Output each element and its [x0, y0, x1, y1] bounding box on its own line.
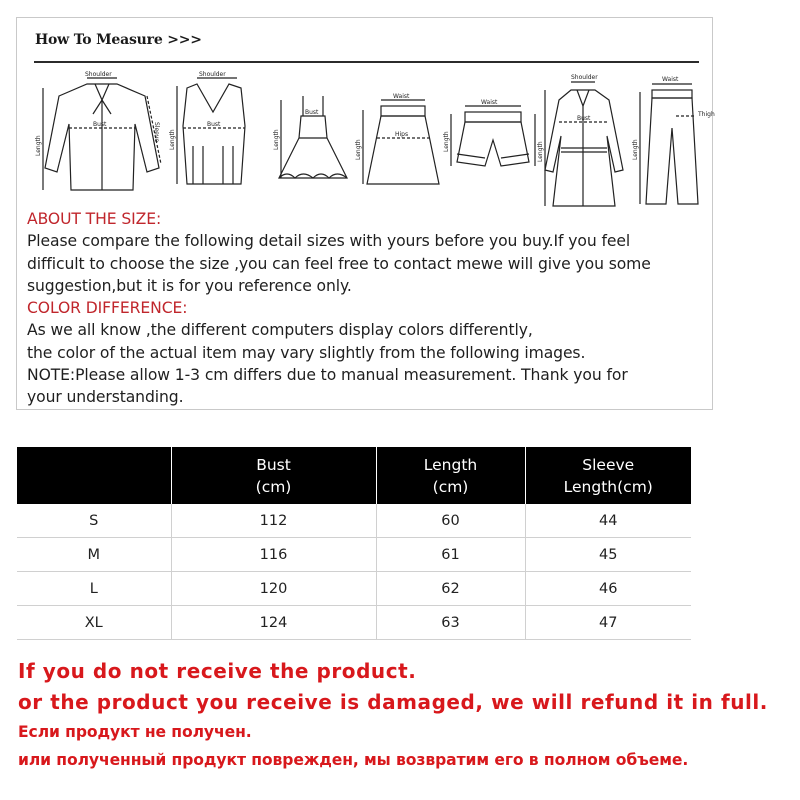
svg-text:Waist: Waist: [662, 76, 679, 83]
sleeve-cell: 47: [525, 606, 691, 640]
refund-notice-en-line2: or the product you receive is damaged, we will refund it in full.: [18, 690, 768, 714]
size-cell: S: [17, 504, 171, 538]
length-cell: 60: [376, 504, 525, 538]
length-cell: 63: [376, 606, 525, 640]
about-size-line: difficult to choose the size ,you can feel free to contact mewe will give you some: [27, 254, 651, 273]
header-size: [17, 447, 171, 504]
svg-text:Bust: Bust: [577, 115, 591, 122]
svg-text:Shoulder: Shoulder: [199, 71, 226, 78]
svg-text:Length: Length: [537, 141, 544, 162]
size-cell: L: [17, 572, 171, 606]
size-info-text: [27, 208, 707, 409]
coat-icon: [537, 66, 632, 216]
table-row: [17, 572, 691, 606]
svg-text:Thigh: Thigh: [698, 111, 715, 118]
length-cell: 62: [376, 572, 525, 606]
header-length: Length (cm): [376, 447, 525, 504]
svg-text:Shoulder: Shoulder: [85, 71, 112, 78]
color-difference-line: NOTE:Please allow 1-3 cm differs due to manual measurement. Thank you for: [27, 366, 628, 385]
svg-text:Length: Length: [443, 131, 450, 152]
svg-text:Length: Length: [35, 135, 42, 156]
size-cell: M: [17, 538, 171, 572]
table-row: [17, 538, 691, 572]
about-size-heading: ABOUT THE SIZE:: [27, 210, 162, 228]
size-cell: XL: [17, 606, 171, 640]
shorts-icon: [445, 66, 540, 201]
svg-text:Bust: Bust: [93, 121, 107, 128]
svg-text:Length: Length: [632, 139, 639, 160]
table-row: [17, 504, 691, 538]
header-sleeve-length: Sleeve Length(cm): [525, 447, 691, 504]
vest-top-icon: [167, 66, 267, 201]
size-chart-table: [17, 447, 691, 640]
bust-cell: 112: [171, 504, 376, 538]
refund-notice: [18, 656, 788, 774]
svg-text:Sleeve: Sleeve: [153, 122, 160, 143]
sleeve-cell: 46: [525, 572, 691, 606]
garment-diagrams: [37, 66, 717, 216]
measurement-info-panel: [16, 17, 713, 410]
color-difference-heading: COLOR DIFFERENCE:: [27, 299, 188, 318]
skirt-icon: [357, 66, 447, 201]
bust-cell: 116: [171, 538, 376, 572]
about-size-line: suggestion,but it is for you reference only.: [27, 276, 352, 295]
color-difference-line: your understanding.: [27, 388, 184, 407]
cami-dress-icon: [267, 66, 357, 201]
svg-text:Bust: Bust: [305, 109, 319, 116]
svg-text:Length: Length: [169, 129, 176, 150]
trousers-icon: [632, 66, 717, 216]
svg-text:Length: Length: [273, 129, 280, 150]
table-header-row: [17, 447, 691, 504]
sleeve-cell: 45: [525, 538, 691, 572]
bust-cell: 120: [171, 572, 376, 606]
color-difference-line: As we all know ,the different computers display colors differently,: [27, 321, 533, 340]
shirt-icon: [37, 66, 167, 201]
about-size-line: Please compare the following detail sizes with yours before you buy.If you feel: [27, 232, 631, 251]
header-bust: Bust (cm): [171, 447, 376, 504]
color-difference-line: the color of the actual item may vary slightly from the following images.: [27, 343, 586, 362]
svg-text:Length: Length: [355, 139, 362, 160]
svg-text:Hips: Hips: [395, 131, 409, 138]
svg-text:Waist: Waist: [481, 99, 498, 106]
svg-text:Waist: Waist: [393, 93, 410, 100]
svg-text:Bust: Bust: [207, 121, 221, 128]
refund-notice-ru-line2: или полученный продукт поврежден, мы возвратим его в полном объеме.: [18, 751, 689, 769]
refund-notice-en-line1: If you do not receive the product.: [18, 659, 417, 683]
sleeve-cell: 44: [525, 504, 691, 538]
refund-notice-ru-line1: Если продукт не получен.: [18, 723, 252, 741]
length-cell: 61: [376, 538, 525, 572]
measure-title: How To Measure >>>: [35, 32, 202, 48]
bust-cell: 124: [171, 606, 376, 640]
svg-text:Shoulder: Shoulder: [571, 74, 598, 81]
table-row: [17, 606, 691, 640]
